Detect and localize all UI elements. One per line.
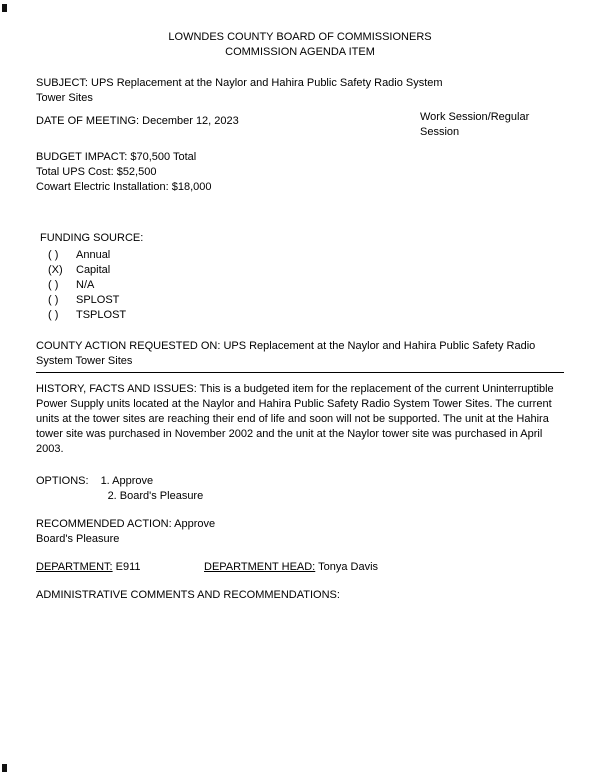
funding-option-capital	[48, 263, 564, 278]
administrative-comments-label: ADMINISTRATIVE COMMENTS AND RECOMMENDATIONS:	[36, 589, 340, 601]
recommended-action-line	[36, 517, 564, 532]
department-head-line	[204, 560, 378, 575]
budget-impact-line	[36, 150, 564, 165]
funding-option-label: TSPLOST	[76, 309, 127, 321]
history-text: This is a budgeted item for the replacement of the current Uninterruptible Power Supply units located at the Naylor and Hahira Public Safety Radio System Tower Sites. The current units at the tower sites are reaching their end of life and soon will not be supported. The unit at the Hahira tower site was purchased in November 2002 and the unit at the Naylor tower site was purchased in April 2003.	[36, 383, 554, 455]
county-action-text: UPS Replacement at the Naylor and Hahira Public Safety Radio System Tower Sites	[36, 340, 536, 367]
recommended-action-value: Approve	[174, 518, 216, 530]
department-label: DEPARTMENT:	[36, 561, 113, 573]
funding-option-label: Annual	[76, 249, 111, 261]
document-header	[36, 30, 564, 60]
funding-source-label: FUNDING SOURCE:	[40, 232, 144, 244]
history-label: HISTORY, FACTS AND ISSUES:	[36, 383, 197, 395]
subject-section	[36, 76, 456, 106]
options-list	[101, 474, 204, 504]
budget-installation-line: Cowart Electric Installation: $18,000	[36, 181, 212, 193]
county-action-label: COUNTY ACTION REQUESTED ON:	[36, 340, 221, 352]
funding-option-label: N/A	[76, 279, 95, 291]
budget-impact-total: $70,500 Total	[130, 151, 197, 163]
department-value: E911	[115, 561, 141, 573]
session-type: Work Session/Regular Session	[420, 111, 530, 138]
budget-ups-cost-line: Total UPS Cost: $52,500	[36, 166, 157, 178]
board-title: LOWNDES COUNTY BOARD OF COMMISSIONERS	[168, 31, 432, 43]
budget-section	[36, 150, 564, 195]
county-action-section	[36, 339, 564, 373]
option-approve: 1. Approve	[100, 475, 154, 487]
scan-artifact-top-left	[2, 4, 7, 12]
checkbox-splost: ( )	[48, 294, 59, 306]
funding-option-annual	[48, 248, 564, 263]
checkbox-annual: ( )	[48, 249, 59, 261]
funding-option-label: Capital	[76, 264, 111, 276]
funding-option-tsplost	[48, 308, 564, 323]
subject-text: UPS Replacement at the Naylor and Hahira Public Safety Radio System Tower Sites	[36, 77, 443, 104]
options-label: OPTIONS:	[36, 475, 89, 487]
funding-section	[36, 231, 564, 323]
meeting-section	[36, 111, 564, 140]
meeting-date-line	[36, 114, 239, 129]
recommended-action-section	[36, 517, 564, 547]
funding-option-label: SPLOST	[76, 294, 120, 306]
budget-impact-label: BUDGET IMPACT:	[36, 151, 128, 163]
scan-artifact-bottom-left	[2, 764, 7, 772]
department-line	[36, 560, 204, 575]
department-head-value: Tonya Davis	[318, 561, 379, 573]
meeting-date-label: DATE OF MEETING:	[36, 115, 140, 127]
department-section	[36, 560, 564, 575]
funding-option-splost	[48, 293, 564, 308]
options-section	[36, 474, 564, 504]
recommended-action-line2: Board's Pleasure	[36, 533, 120, 545]
checkbox-capital-checked: (X)	[48, 264, 63, 276]
recommended-action-label: RECOMMENDED ACTION:	[36, 518, 172, 530]
department-head-label: DEPARTMENT HEAD:	[204, 561, 316, 573]
funding-options-list	[40, 248, 564, 323]
funding-option-na	[48, 278, 564, 293]
history-section	[36, 382, 564, 457]
option-boards-pleasure: 2. Board's Pleasure	[107, 490, 204, 502]
meeting-date-value: December 12, 2023	[142, 115, 239, 127]
document-title: COMMISSION AGENDA ITEM	[225, 46, 375, 58]
checkbox-tsplost: ( )	[48, 309, 59, 321]
subject-label: SUBJECT:	[36, 77, 88, 89]
checkbox-na: ( )	[48, 279, 59, 291]
